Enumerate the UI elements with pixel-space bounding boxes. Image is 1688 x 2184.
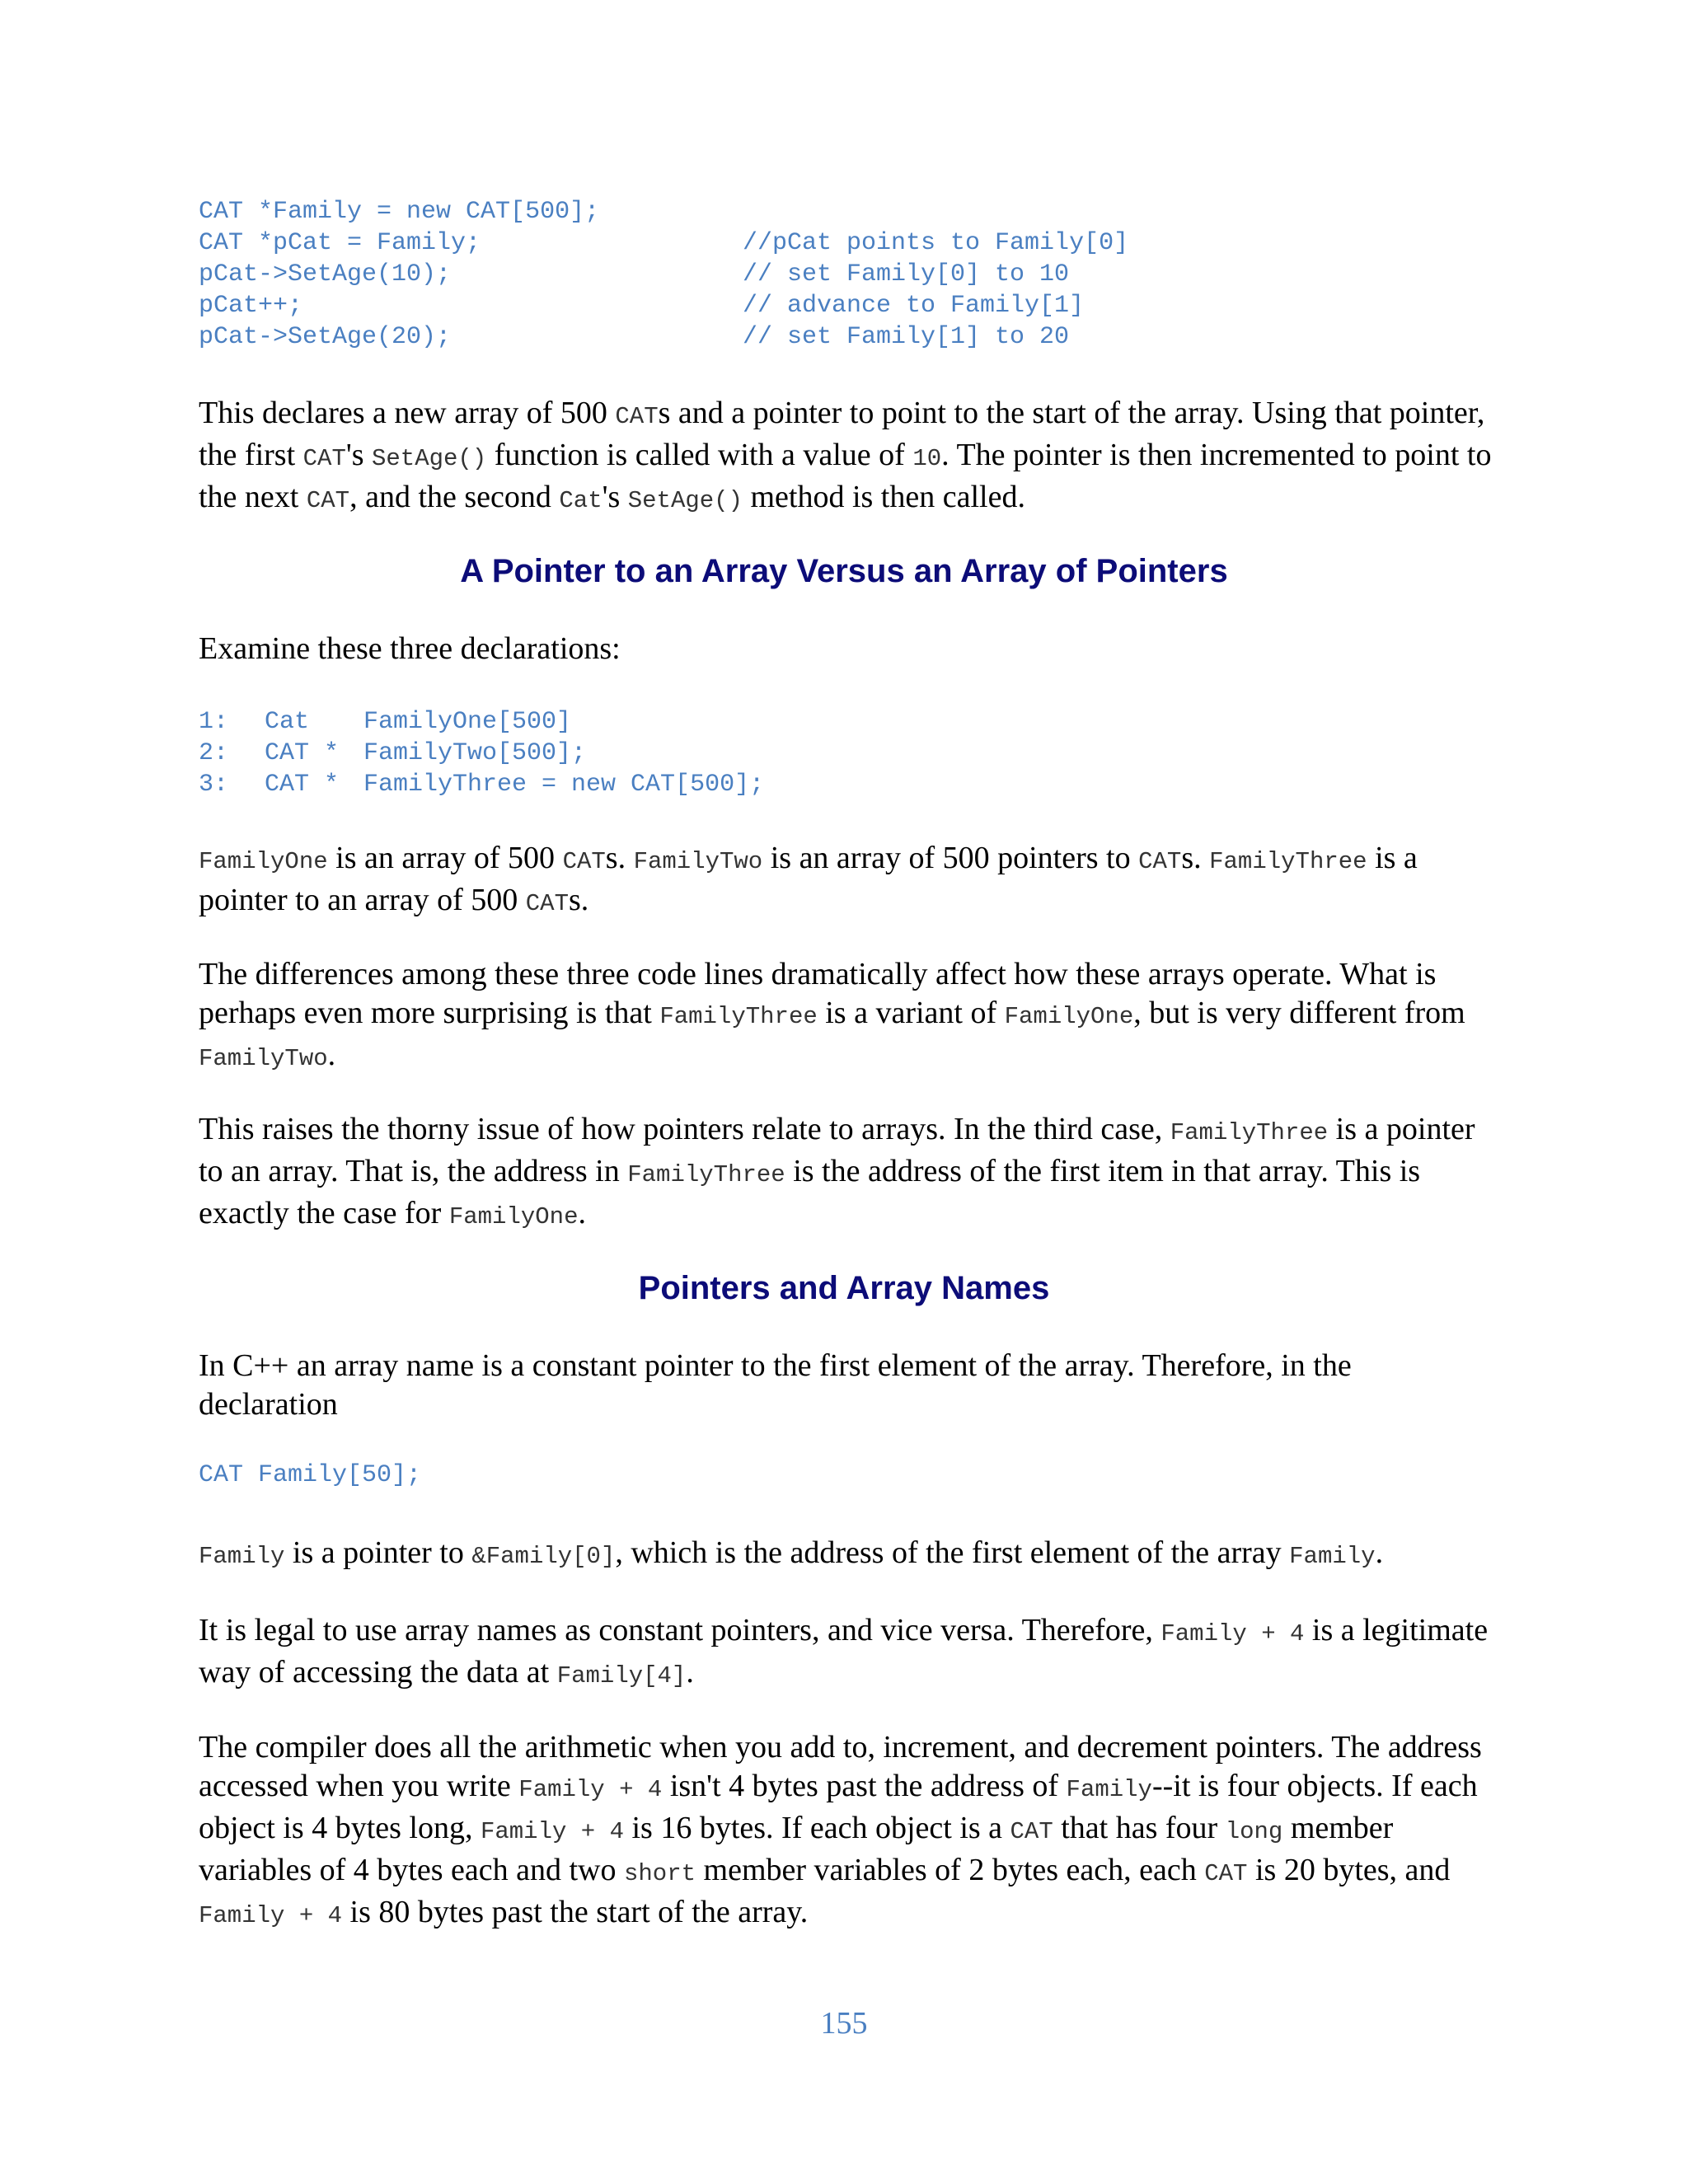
code-comment: //pCat points to Family[0]: [743, 229, 1129, 257]
code-statement: pCat++;: [199, 292, 303, 320]
inline-code: 10: [912, 445, 942, 472]
inline-code: &Family[0]: [471, 1543, 616, 1570]
inline-code: FamilyTwo: [199, 1045, 328, 1072]
code-line: [199, 290, 1128, 321]
page-number: 155: [820, 2006, 868, 2041]
inline-code: Family + 4: [518, 1776, 663, 1803]
inline-code: Cat: [559, 487, 603, 514]
inline-code: CAT: [306, 487, 350, 514]
code-block-pointer-arithmetic: [199, 196, 1128, 353]
code-statement: pCat->SetAge(20);: [199, 323, 452, 351]
inline-code: Family + 4: [1160, 1620, 1305, 1647]
inline-code: FamilyThree: [1170, 1119, 1329, 1146]
inline-code: short: [624, 1860, 696, 1887]
code-comment: // set Family[1] to 20: [743, 323, 1070, 351]
inline-code: SetAge(): [627, 487, 743, 514]
code-line: [199, 769, 764, 800]
code-comment: // set Family[0] to 10: [743, 260, 1070, 288]
inline-code: CAT: [1138, 848, 1182, 875]
code-block-family-declaration: [199, 1460, 421, 1491]
inline-code: Family[4]: [556, 1662, 687, 1690]
code-statement: CAT *pCat = Family;: [199, 229, 481, 257]
inline-code: FamilyOne: [448, 1203, 579, 1230]
code-declarator: FamilyThree = new CAT[500];: [363, 771, 765, 799]
paragraph-compiler-arithmetic: The compiler does all the arithmetic when you add to, increment, and decrement pointers. The address accessed when you write Family + 4 isn't 4 bytes past the address of Family--it is four objects. If each object is 4 bytes long, Family + 4 is 16 bytes. If each object is a CAT that has four long member variables of 4 bytes each and two short member variables of 2 bytes each, each CAT is 20 bytes, and Family + 4 is 80 bytes past the start of the array.: [199, 1730, 1482, 1929]
inline-code: FamilyThree: [1209, 848, 1367, 875]
inline-code: Family: [1289, 1543, 1376, 1570]
inline-code: FamilyOne: [1004, 1003, 1134, 1030]
code-type: CAT *: [265, 771, 340, 799]
paragraph-thorny-issue: This raises the thorny issue of how pointers relate to arrays. In the third case, FamilyThree is a pointer to an array. That is, the address in FamilyThree is the address of the first item in that array. This is exactly the case for FamilyOne.: [199, 1112, 1475, 1230]
code-line: [199, 227, 1128, 259]
inline-code: CAT: [1010, 1818, 1053, 1845]
code-line: [199, 321, 1128, 353]
paragraph-array-name-constant: In C++ an array name is a constant pointer to the first element of the array. Therefore, in the declaration: [199, 1348, 1352, 1422]
inline-code: FamilyTwo: [633, 848, 763, 875]
inline-code: Family + 4: [199, 1902, 343, 1929]
code-declarator: FamilyOne[500]: [363, 708, 572, 736]
paragraph-examine: Examine these three declarations:: [199, 631, 621, 666]
inline-code: CAT: [525, 890, 569, 917]
inline-code: CAT: [1204, 1860, 1248, 1887]
paragraph-family-types: FamilyOne is an array of 500 CATs. FamilyTwo is an array of 500 pointers to CATs. FamilyThree is a pointer to an array of 500 CATs.: [199, 841, 1418, 917]
code-line: [199, 738, 764, 769]
inline-code: Family: [1066, 1776, 1152, 1803]
paragraph-legal-usage: It is legal to use array names as constant pointers, and vice versa. Therefore, Family + 4 is a legitimate way of accessing the data at Family[4].: [199, 1613, 1489, 1690]
paragraph-array-declaration: This declares a new array of 500 CATs and a pointer to point to the start of the array. Using that pointer, the first CAT's SetAge() function is called with a value of 10. The pointer is then incremented to point to the next CAT, and the second Cat's SetAge() method is then called.: [199, 396, 1492, 514]
inline-code: CAT: [562, 848, 606, 875]
inline-code: Family: [199, 1543, 285, 1570]
inline-code: FamilyThree: [627, 1161, 785, 1188]
line-number: 1:: [199, 708, 229, 736]
paragraph-family-pointer: Family is a pointer to &Family[0], which is the address of the first element of the array Family.: [199, 1535, 1384, 1570]
inline-code: FamilyOne: [199, 848, 328, 875]
inline-code: SetAge(): [372, 445, 487, 472]
code-declarator: FamilyTwo[500];: [363, 739, 587, 767]
section-heading-array-names: Pointers and Array Names: [638, 1270, 1050, 1306]
code-statement: CAT *Family = new CAT[500];: [199, 198, 600, 226]
inline-code: Family + 4: [480, 1818, 624, 1845]
code-block-declarations: [199, 706, 764, 800]
code-type: CAT *: [265, 739, 340, 767]
code-type: Cat: [265, 708, 310, 736]
paragraph-differences: The differences among these three code lines dramatically affect how these arrays operate. What is perhaps even more surprising is that FamilyThree is a variant of FamilyOne, but is very different from FamilyTwo.: [199, 957, 1465, 1072]
code-comment: // advance to Family[1]: [743, 292, 1085, 320]
inline-code: CAT: [302, 445, 346, 472]
code-line: CAT Family[50];: [199, 1461, 422, 1489]
code-line: [199, 259, 1128, 290]
line-number: 2:: [199, 739, 229, 767]
inline-code: CAT: [615, 403, 659, 430]
code-line: [199, 706, 764, 738]
inline-code: long: [1225, 1818, 1283, 1845]
inline-code: FamilyThree: [659, 1003, 818, 1030]
code-statement: pCat->SetAge(10);: [199, 260, 452, 288]
section-heading-pointer-to-array: A Pointer to an Array Versus an Array of Pointers: [460, 553, 1228, 589]
code-line: [199, 196, 1128, 227]
line-number: 3:: [199, 771, 229, 799]
